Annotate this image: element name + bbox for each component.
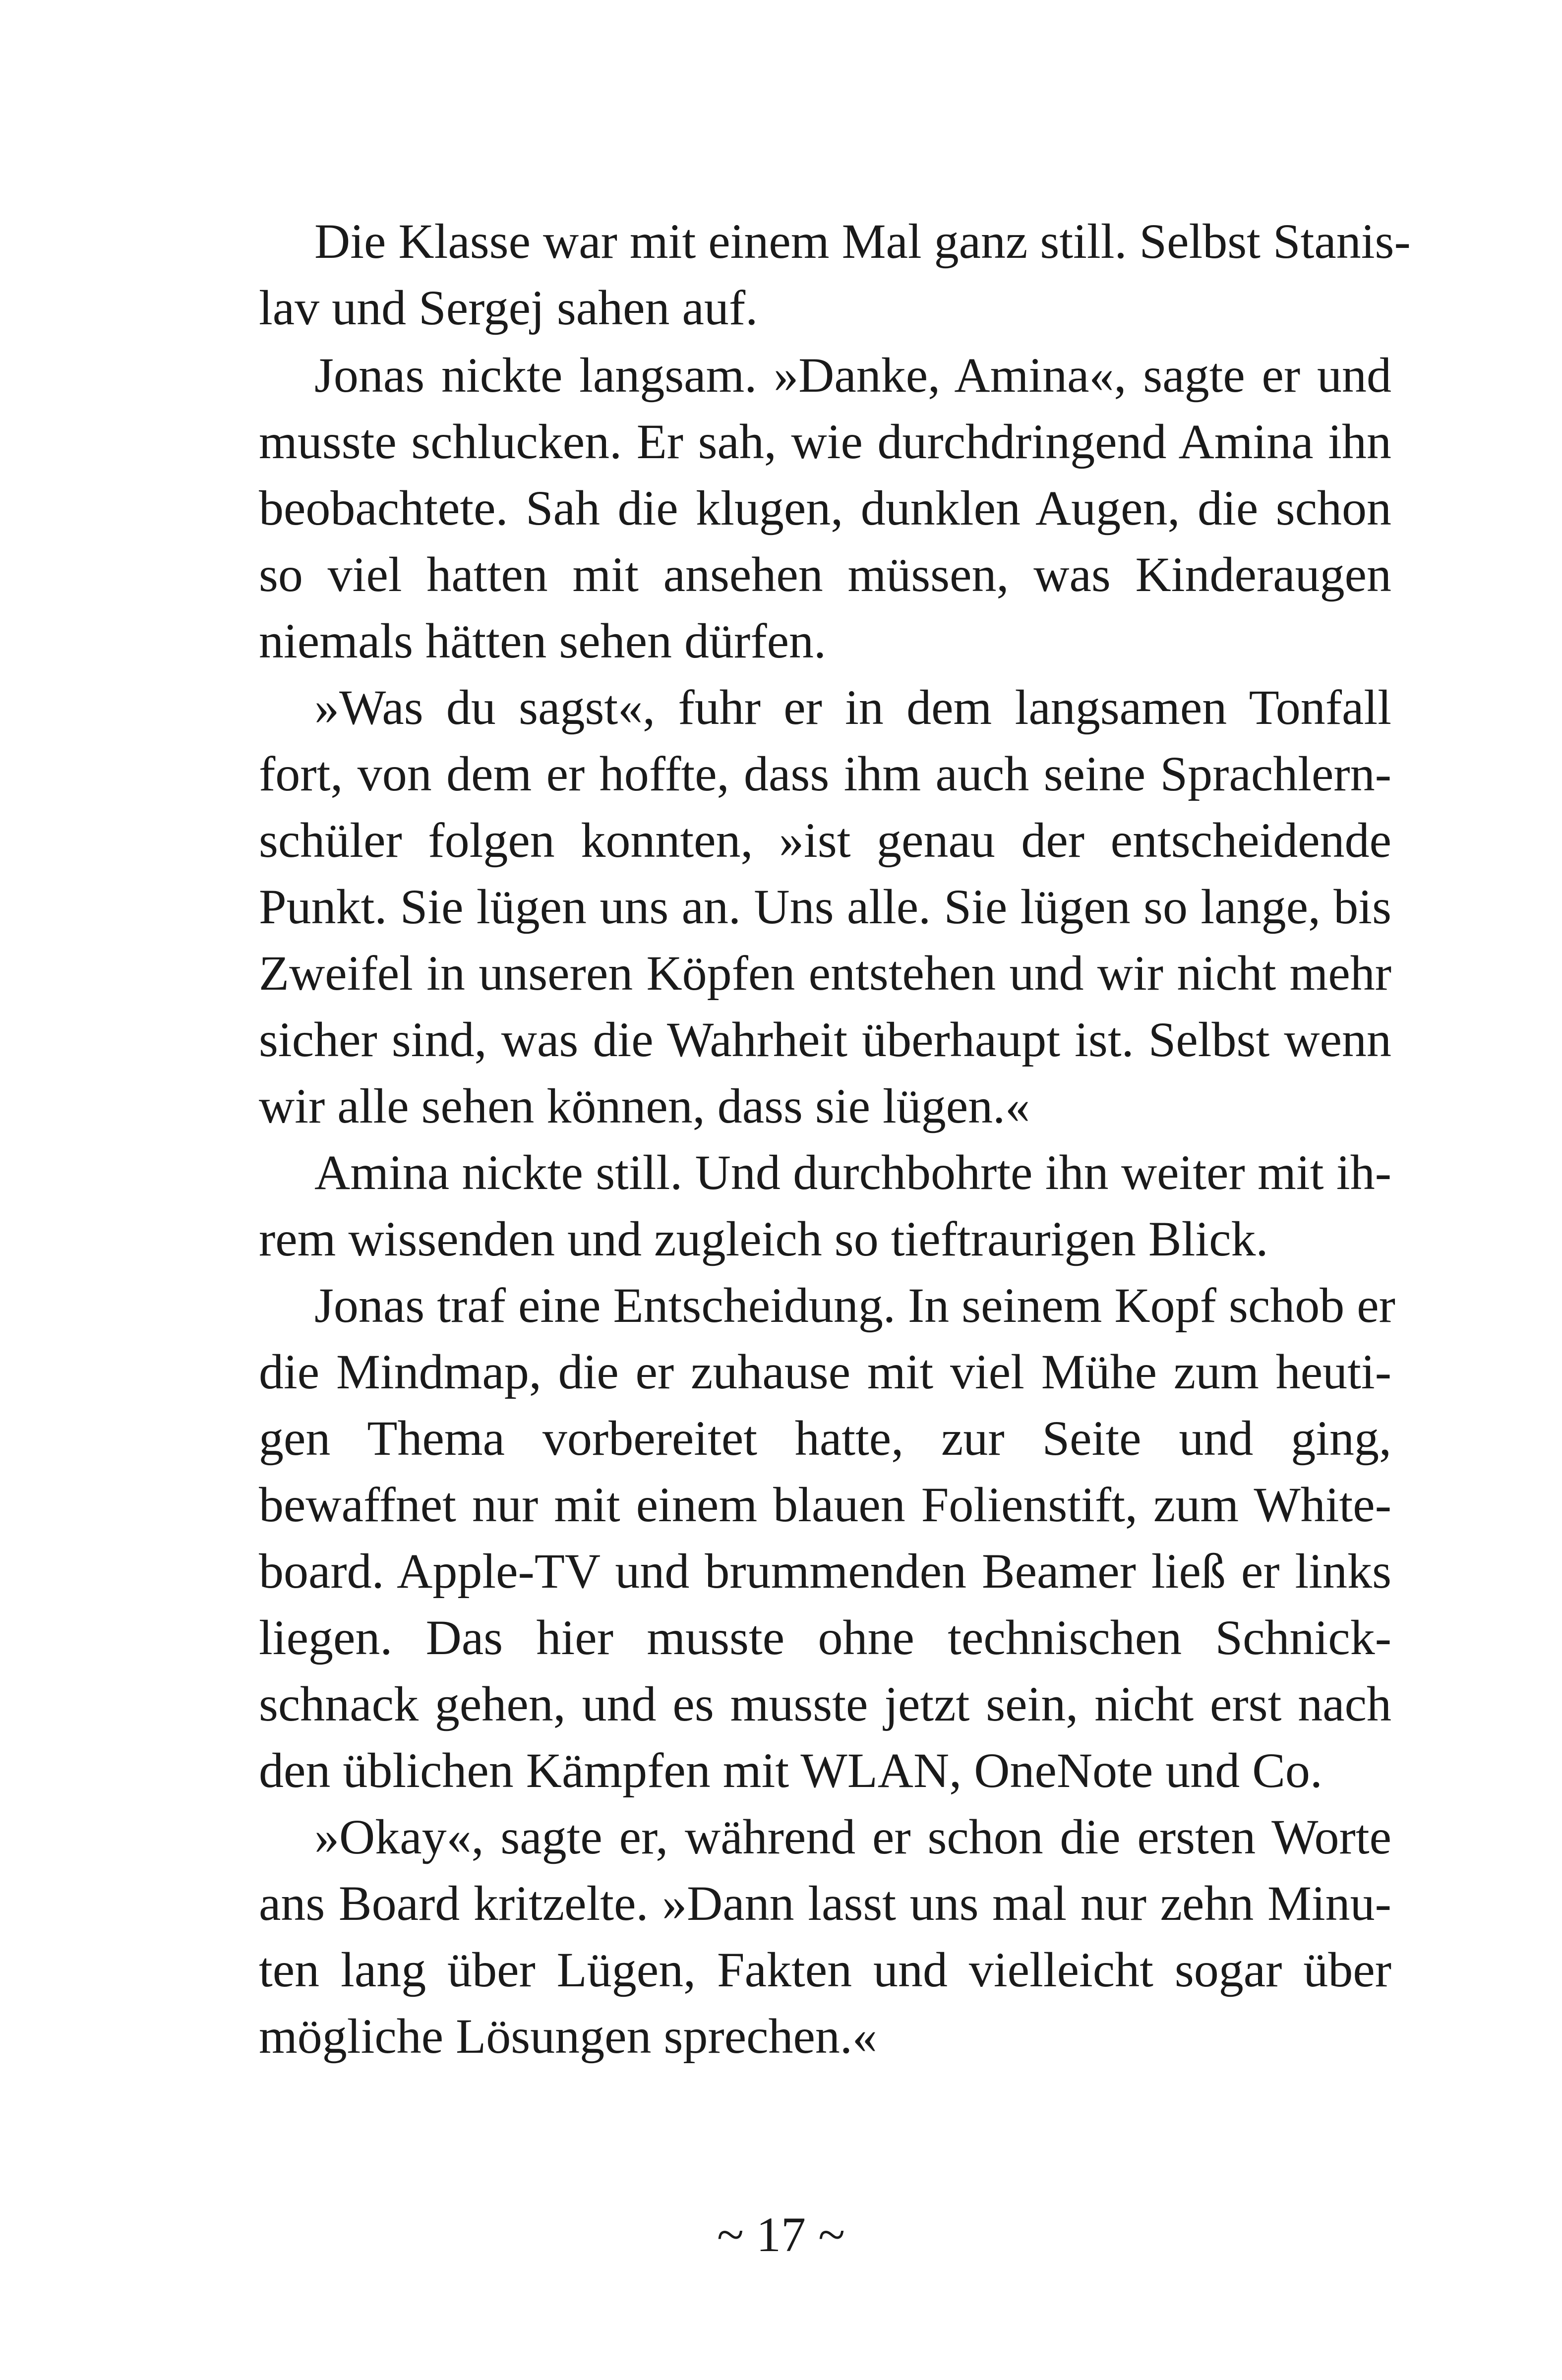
- text-line: bewaffnet nur mit einem blauen Folienstift, zum White-: [259, 1477, 1391, 1532]
- text-line: musste schlucken. Er sah, wie durchdringend Amina ihn: [259, 414, 1391, 469]
- text-line: rem wissenden und zugleich so tieftraurigen Blick.: [259, 1211, 1268, 1266]
- text-line: so viel hatten mit ansehen müssen, was Kinderaugen: [259, 547, 1391, 602]
- text-line: Punkt. Sie lügen uns an. Uns alle. Sie lügen so lange, bis: [259, 879, 1391, 934]
- page-number: ~ 17 ~: [717, 2207, 845, 2262]
- text-line: Jonas nickte langsam. »Danke, Amina«, sagte er und: [314, 348, 1391, 403]
- text-line: »Okay«, sagte er, während er schon die ersten Worte: [314, 1809, 1391, 1864]
- text-line: mögliche Lösungen sprechen.«: [259, 2009, 877, 2064]
- text-line: sicher sind, was die Wahrheit überhaupt ist. Selbst wenn: [259, 1012, 1391, 1067]
- text-line: gen Thema vorbereitet hatte, zur Seite und ging,: [259, 1411, 1391, 1466]
- text-line: beobachtete. Sah die klugen, dunklen Augen, die schon: [259, 480, 1391, 536]
- text-line: ans Board kritzelte. »Dann lasst uns mal nur zehn Minu-: [259, 1876, 1391, 1931]
- text-line: liegen. Das hier musste ohne technischen Schnick-: [259, 1610, 1391, 1665]
- text-line: niemals hätten sehen dürfen.: [259, 613, 827, 668]
- text-line: Amina nickte still. Und durchbohrte ihn weiter mit ih-: [314, 1145, 1391, 1200]
- text-line: Jonas traf eine Entscheidung. In seinem Kopf schob er: [314, 1278, 1395, 1333]
- text-line: schüler folgen konnten, »ist genau der entscheidende: [259, 813, 1391, 868]
- text-line: »Was du sagst«, fuhr er in dem langsamen Tonfall: [314, 680, 1391, 735]
- text-line: Die Klasse war mit einem Mal ganz still. Selbst Stanis-: [314, 214, 1411, 269]
- text-line: schnack gehen, und es musste jetzt sein, nicht erst nach: [259, 1676, 1391, 1731]
- text-line: fort, von dem er hoffte, dass ihm auch seine Sprachlern-: [259, 746, 1391, 801]
- text-line: wir alle sehen können, dass sie lügen.«: [259, 1078, 1030, 1133]
- text-line: die Mindmap, die er zuhause mit viel Mühe zum heuti-: [259, 1344, 1391, 1399]
- text-line: Zweifel in unseren Köpfen entstehen und wir nicht mehr: [259, 946, 1391, 1001]
- text-line: board. Apple-TV und brummenden Beamer ließ er links: [259, 1544, 1391, 1599]
- text-line: den üblichen Kämpfen mit WLAN, OneNote und Co.: [259, 1743, 1322, 1798]
- text-line: ten lang über Lügen, Fakten und vielleicht sogar über: [259, 1942, 1391, 1997]
- text-line: lav und Sergej sahen auf.: [259, 280, 758, 335]
